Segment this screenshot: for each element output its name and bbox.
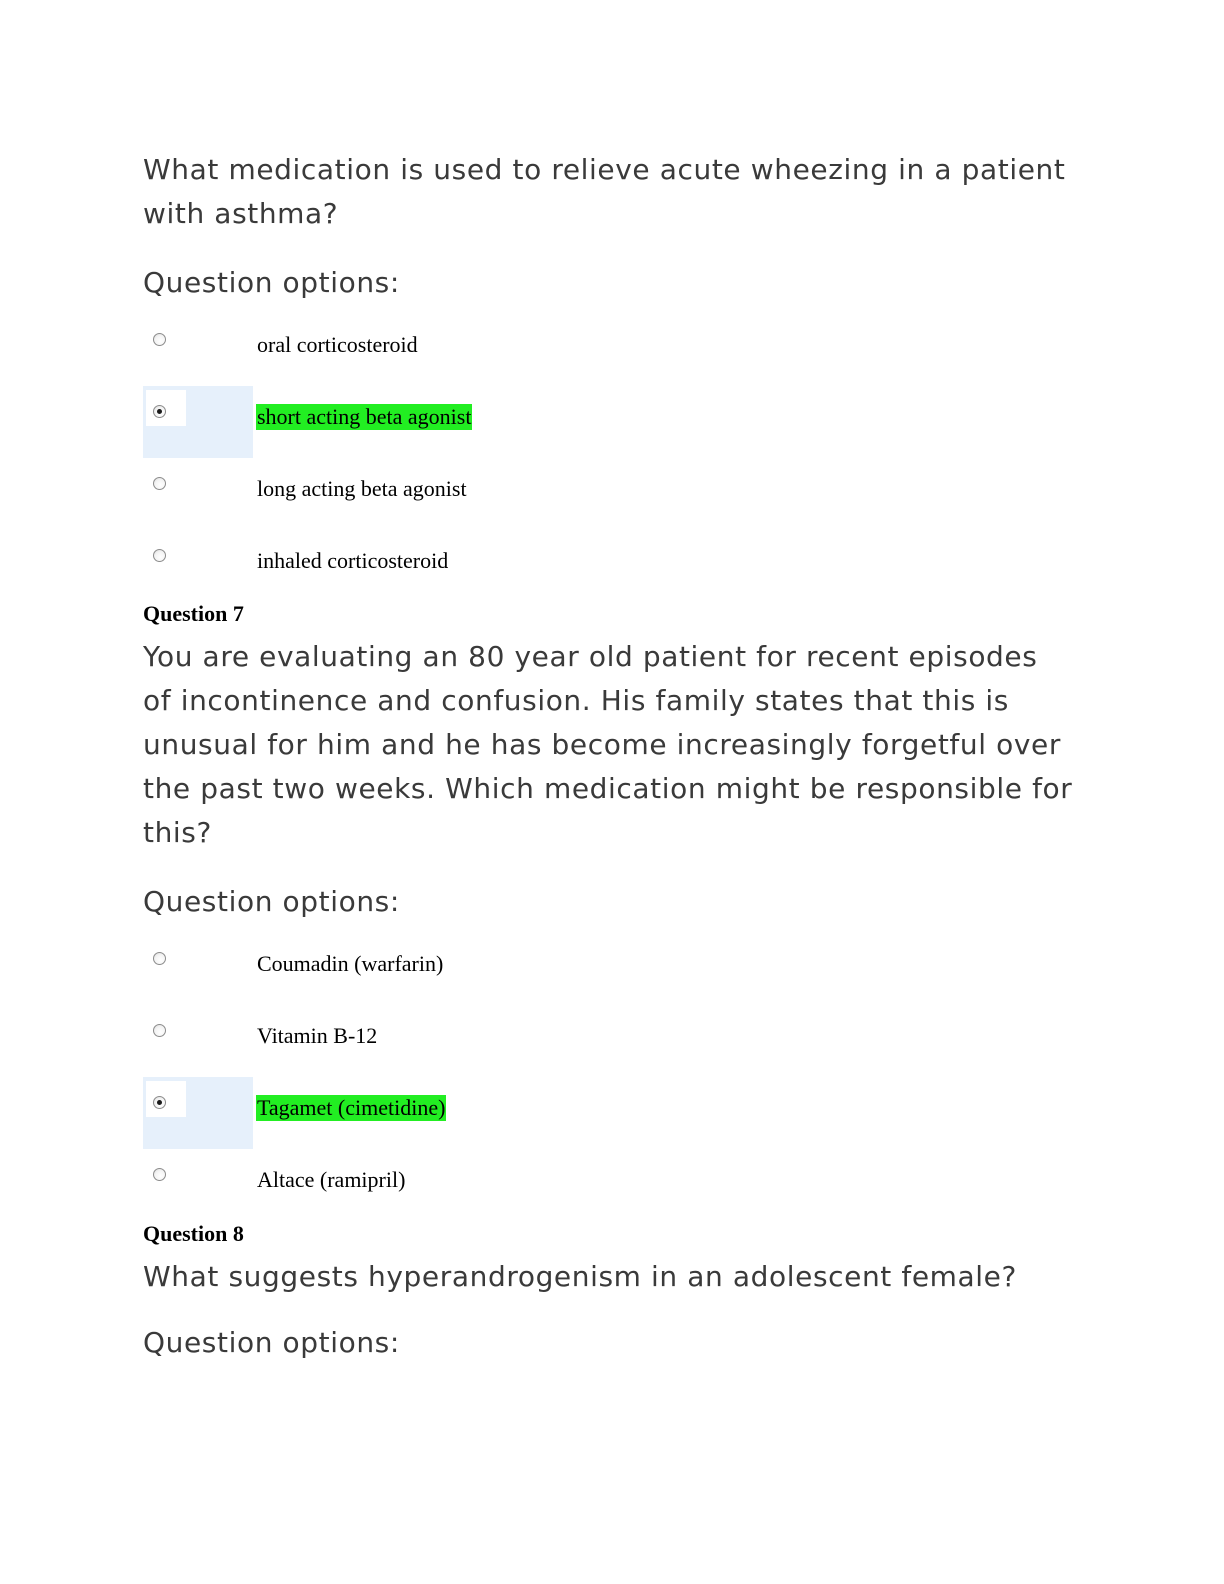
question-8-number: Question 8 xyxy=(143,1221,244,1246)
option-label: long acting beta agonist xyxy=(257,476,467,501)
radio-button[interactable] xyxy=(153,1024,166,1037)
radio-button[interactable] xyxy=(153,333,166,346)
question-6-text: What medication is used to relieve acute wheezing in a patient with asthma? xyxy=(143,153,1066,230)
question-6-options-label: Question options: xyxy=(143,266,400,299)
radio-button-checked[interactable] xyxy=(153,405,166,418)
radio-cell xyxy=(143,530,253,602)
option-label: Coumadin (warfarin) xyxy=(257,951,444,976)
radio-button-checked[interactable] xyxy=(153,1096,166,1109)
radio-button[interactable] xyxy=(153,1168,166,1181)
question-7-text: You are evaluating an 80 year old patient for recent episodes of incontinence and confusion. His family states that this is unusual for him and he has become increasingly forgetful over the past two weeks. Which medication might be responsible for this? xyxy=(143,640,1073,849)
radio-cell xyxy=(143,314,253,386)
question-7-options-label: Question options: xyxy=(143,885,400,918)
radio-cell xyxy=(143,933,253,1005)
option-label: Vitamin B-12 xyxy=(257,1023,378,1048)
radio-cell xyxy=(143,1149,253,1221)
radio-cell xyxy=(143,1005,253,1077)
question-7-option-1[interactable] xyxy=(143,933,1043,1005)
question-6-option-4[interactable] xyxy=(143,530,1043,602)
option-label: Altace (ramipril) xyxy=(257,1167,406,1192)
question-7-option-4[interactable] xyxy=(143,1149,1043,1221)
question-6-option-3[interactable] xyxy=(143,458,1043,530)
option-label: inhaled corticosteroid xyxy=(257,548,449,573)
question-8-text: What suggests hyperandrogenism in an adolescent female? xyxy=(143,1260,1017,1293)
question-6-option-1[interactable] xyxy=(143,314,1043,386)
radio-cell-selected xyxy=(143,386,253,458)
question-7-option-2[interactable] xyxy=(143,1005,1043,1077)
option-label-highlighted: short acting beta agonist xyxy=(257,404,472,429)
radio-button[interactable] xyxy=(153,549,166,562)
radio-button[interactable] xyxy=(153,477,166,490)
question-8-options-label: Question options: xyxy=(143,1326,400,1359)
question-7-number: Question 7 xyxy=(143,601,244,626)
radio-cell xyxy=(143,458,253,530)
radio-cell-selected xyxy=(143,1077,253,1149)
question-7-option-3[interactable] xyxy=(143,1077,1043,1149)
radio-button[interactable] xyxy=(153,952,166,965)
option-label-highlighted: Tagamet (cimetidine) xyxy=(257,1095,446,1120)
question-6-option-2[interactable] xyxy=(143,386,1043,458)
option-label: oral corticosteroid xyxy=(257,332,418,357)
